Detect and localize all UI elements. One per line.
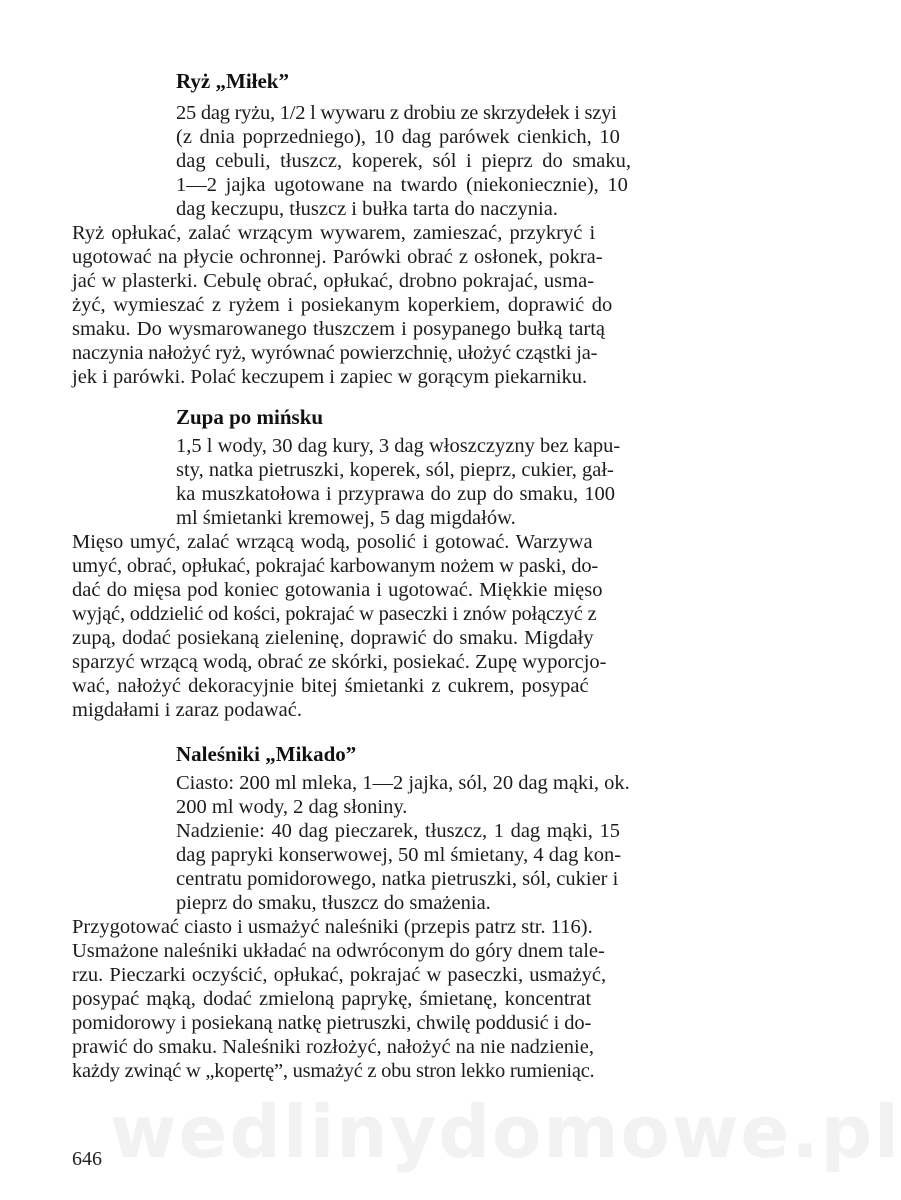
ingredients-line: 200 ml wody, 2 dag słoniny. <box>176 796 408 818</box>
method-line: migdałami i zaraz podawać. <box>72 699 302 721</box>
watermark: wedlinydomowe.pl <box>110 1090 901 1174</box>
method-line: pomidorowy i posiekaną natkę pietruszki, chwilę poddusić i do- <box>72 1012 592 1034</box>
recipe-title: Naleśniki „Mikado” <box>176 742 357 766</box>
ingredients-line: 1,5 l wody, 30 dag kury, 3 dag włoszczyzny bez kapu- <box>176 435 621 457</box>
method-line: posypać mąką, dodać zmieloną paprykę, śmietanę, koncentrat <box>72 988 592 1010</box>
method-line: rzu. Pieczarki oczyścić, opłukać, pokrajać w paseczki, usmażyć, <box>72 964 607 986</box>
method-line: żyć, wymieszać z ryżem i posiekanym koperkiem, doprawić do <box>72 294 613 316</box>
method-line: każdy zwinąć w „kopertę”, usmażyć z obu stron lekko rumieniąc. <box>72 1060 595 1082</box>
ingredients-line: sty, natka pietruszki, koperek, sól, pieprz, cukier, gał- <box>176 459 614 481</box>
method-line: naczynia nałożyć ryż, wyrównać powierzchnię, ułożyć cząstki ja- <box>72 342 598 364</box>
method-line: jek i parówki. Polać keczupem i zapiec w gorącym piekarniku. <box>72 366 588 388</box>
page-number: 646 <box>72 1148 102 1170</box>
ingredients-line: ka muszkatołowa i przyprawa do zup do smaku, 100 <box>176 483 615 505</box>
recipe-title: Ryż „Miłek” <box>176 69 289 93</box>
method-line: ugotować na płycie ochronnej. Parówki obrać z osłonek, pokra- <box>72 246 603 268</box>
method-line: jać w plasterki. Cebulę obrać, opłukać, drobno pokrajać, usma- <box>72 270 595 292</box>
ingredients-line: pieprz do smaku, tłuszcz do smażenia. <box>176 892 491 914</box>
ingredients-line: dag papryki konserwowej, 50 ml śmietany, 4 dag kon- <box>176 844 622 866</box>
ingredients-line: Nadzienie: 40 dag pieczarek, tłuszcz, 1 dag mąki, 15 <box>176 820 621 842</box>
method-line: prawić do smaku. Naleśniki rozłożyć, nałożyć na nie nadzienie, <box>72 1036 594 1058</box>
method-line: smaku. Do wysmarowanego tłuszczem i posypanego bułką tartą <box>72 318 606 340</box>
method-line: Mięso umyć, zalać wrzącą wodą, posolić i gotować. Warzywa <box>72 531 593 553</box>
ingredients-line: dag cebuli, tłuszcz, koperek, sól i pieprz do smaku, <box>176 150 631 172</box>
ingredients-line: 1—2 jajka ugotowane na twardo (niekoniecznie), 10 <box>176 174 628 196</box>
method-line: sparzyć wrzącą wodą, obrać ze skórki, posiekać. Zupę wyporcjo- <box>72 651 607 673</box>
method-line: Przygotować ciasto i usmażyć naleśniki (przepis patrz str. 116). <box>72 916 593 938</box>
ingredients-line: ml śmietanki kremowej, 5 dag migdałów. <box>176 507 516 529</box>
method-line: wać, nałożyć dekoracyjnie bitej śmietanki z cukrem, posypać <box>72 675 589 697</box>
method-line: Ryż opłukać, zalać wrzącym wywarem, zamieszać, przykryć i <box>72 222 596 244</box>
ingredients-line: Ciasto: 200 ml mleka, 1—2 jajka, sól, 20 dag mąki, ok. <box>176 772 630 794</box>
ingredients-line: 25 dag ryżu, 1/2 l wywaru z drobiu ze skrzydełek i szyi <box>176 102 617 124</box>
method-line: zupą, dodać posiekaną zieleninę, doprawić do smaku. Migdały <box>72 627 594 649</box>
ingredients-line: centratu pomidorowego, natka pietruszki, sól, cukier i <box>176 868 619 890</box>
method-line: wyjąć, oddzielić od kości, pokrajać w paseczki i znów połączyć z <box>72 603 597 625</box>
ingredients-line: (z dnia poprzedniego), 10 dag parówek cienkich, 10 <box>176 126 620 148</box>
method-line: umyć, obrać, opłukać, pokrajać karbowanym nożem w paski, do- <box>72 555 599 577</box>
recipe-title: Zupa po mińsku <box>176 405 324 429</box>
ingredients-line: dag keczupu, tłuszcz i bułka tarta do naczynia. <box>176 198 558 220</box>
method-line: dać do mięsa pod koniec gotowania i ugotować. Miękkie mięso <box>72 579 603 601</box>
method-line: Usmażone naleśniki układać na odwróconym do góry dnem tale- <box>72 940 605 962</box>
